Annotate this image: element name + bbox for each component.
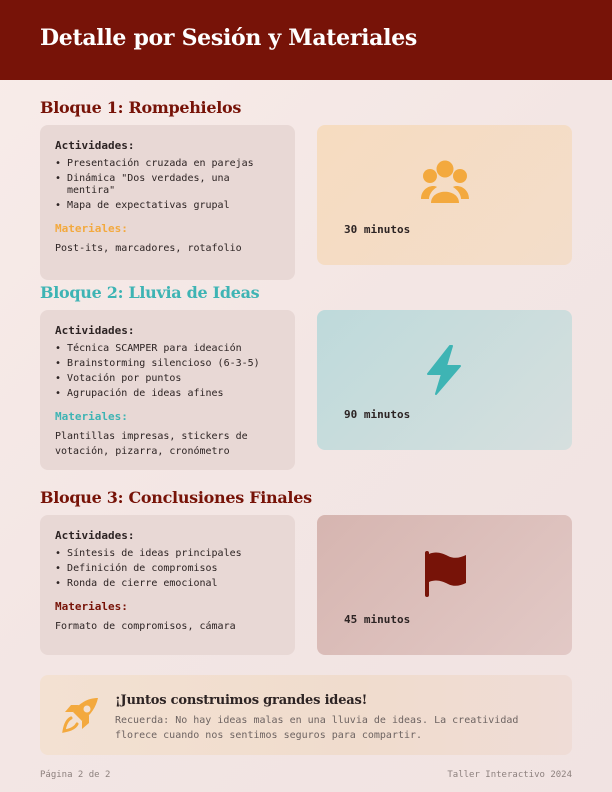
materials-heading: Materiales: [55, 600, 128, 613]
list-item: • Definición de compromisos [55, 563, 280, 575]
block-2-details-card [40, 310, 295, 470]
activities-list [55, 548, 280, 590]
list-item: • Síntesis de ideas principales [55, 548, 280, 560]
materials-heading: Materiales: [55, 222, 128, 235]
list-item: • Votación por puntos [55, 373, 280, 385]
page-title: Detalle por Sesión y Materiales [40, 25, 417, 51]
activities-heading: Actividades: [55, 139, 135, 152]
users-icon [420, 159, 470, 207]
block-3-details-card [40, 515, 295, 655]
list-item: • Ronda de cierre emocional [55, 578, 280, 590]
duration-label: 45 minutos [344, 613, 411, 626]
activities-list [55, 158, 280, 212]
activities-heading: Actividades: [55, 324, 135, 337]
materials-text: Post-its, marcadores, rotafolio [55, 243, 242, 254]
materials-text: Formato de compromisos, cámara [55, 621, 236, 632]
activities-heading: Actividades: [55, 529, 135, 542]
block-1-duration-card [317, 125, 572, 265]
callout-title: ¡Juntos construimos grandes ideas! [115, 693, 368, 708]
block-2-duration-card [317, 310, 572, 450]
list-item: • Agrupación de ideas afines [55, 388, 280, 400]
list-item: • Mapa de expectativas grupal [55, 200, 280, 212]
block-2-title: Bloque 2: Lluvia de Ideas [40, 283, 260, 302]
flag-icon [420, 549, 470, 599]
page-header [0, 0, 612, 80]
block-1-title: Bloque 1: Rompehielos [40, 98, 242, 117]
list-item: • Brainstorming silencioso (6-3-5) [55, 358, 280, 370]
block-3-title: Bloque 3: Conclusiones Finales [40, 488, 312, 507]
materials-heading: Materiales: [55, 410, 128, 423]
event-name: Taller Interactivo 2024 [447, 770, 572, 780]
materials-text: Plantillas impresas, stickers de votación, pizarra, cronómetro [55, 431, 248, 457]
rocket-icon [62, 697, 100, 733]
activities-list [55, 343, 280, 400]
duration-label: 90 minutos [344, 408, 411, 421]
lightning-icon [420, 344, 470, 396]
list-item: • Presentación cruzada en parejas [55, 158, 280, 170]
block-1-details-card [40, 125, 295, 280]
block-3-duration-card [317, 515, 572, 655]
callout-card [40, 675, 572, 755]
duration-label: 30 minutos [344, 223, 411, 236]
list-item: • Técnica SCAMPER para ideación [55, 343, 280, 355]
page-number: Página 2 de 2 [40, 770, 111, 780]
callout-text: Recuerda: No hay ideas malas en una lluvia de ideas. La creatividad florece cuando nos sentimos seguros para compartir. [115, 715, 519, 741]
list-item: • Dinámica "Dos verdades, una mentira" [55, 173, 280, 197]
